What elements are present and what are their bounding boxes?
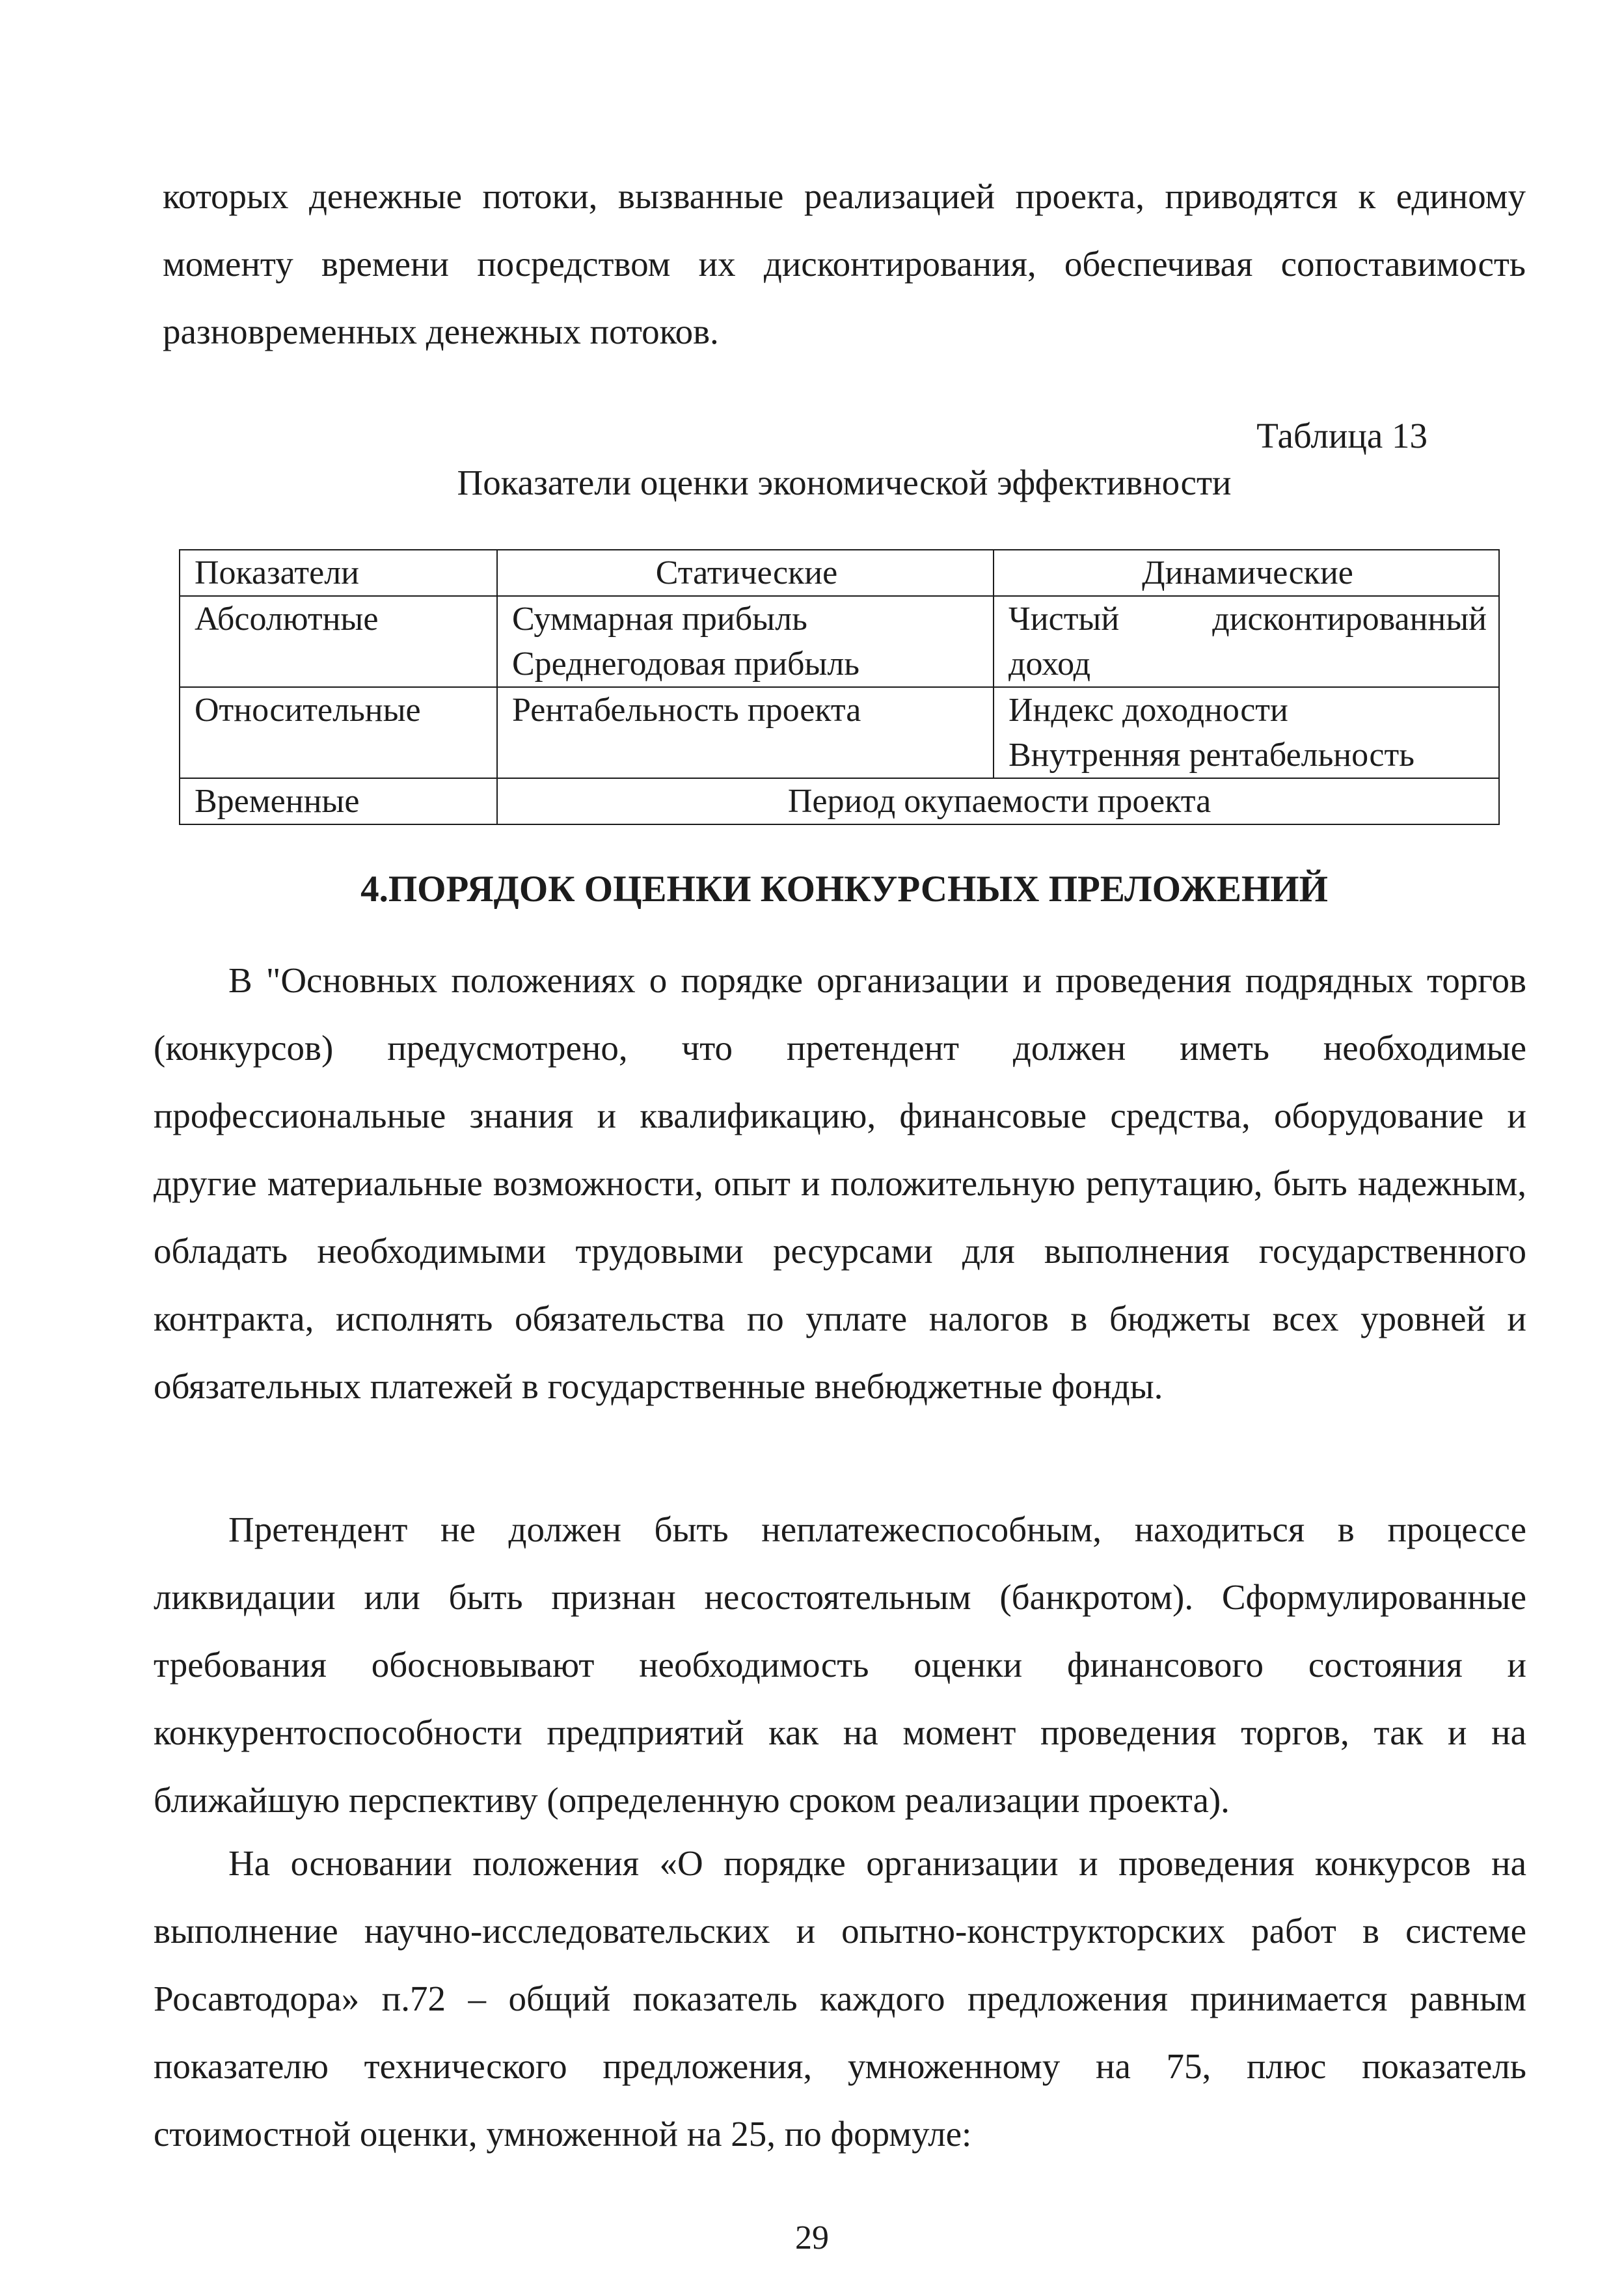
row-label: Абсолютные	[180, 596, 497, 687]
dynamic-cell	[994, 687, 1499, 778]
static-cell: Рентабельность проекта	[497, 687, 994, 778]
table-row	[180, 778, 1499, 824]
row-label: Временные	[180, 778, 497, 824]
table-row	[180, 687, 1499, 778]
header-cell-dynamic: Динамические	[994, 550, 1499, 596]
cell-line: Среднегодовая прибыль	[512, 645, 860, 683]
table-row	[180, 596, 1499, 687]
section-title: 4.ПОРЯДОК ОЦЕНКИ КОНКУРСНЫХ ПРЕЛОЖЕНИЙ	[360, 869, 1328, 910]
cell-line: Индекс доходности	[1008, 692, 1288, 729]
static-cell	[497, 596, 994, 687]
cell-line: Внутренняя рентабельность	[1008, 737, 1414, 774]
table-title: Показатели оценки экономической эффективности	[457, 463, 1232, 502]
page-number: 29	[795, 2219, 829, 2256]
merged-cell: Период окупаемости проекта	[497, 778, 1499, 824]
header-cell-static: Статические	[497, 550, 994, 596]
header-cell-indicators: Показатели	[180, 550, 497, 596]
cell-line: Суммарная прибыль	[512, 601, 807, 638]
body-paragraph: В "Основных положениях о порядке организации и проведения подрядных торгов (конкурсов) предусмотрено, что претендент должен иметь необходимые профессиональные знания и квалификацию, финансовые средства, оборудование и другие материальные возможности, опыт и положительную репутацию, быть надежным, обладать необходимыми трудовыми ресурсами для выполнения государственного контракта, исполнять обязательства по уплате налогов в бюджеты всех уровней и обязательных платежей в государственные внебюджетные фонды.	[154, 960, 1526, 1406]
intro-paragraph: которых денежные потоки, вызванные реализацией проекта, приводятся к единому моменту времени посредством их дисконтирования, обеспечивая сопоставимость разновременных денежных потоков.	[163, 176, 1526, 351]
body-paragraph: Претендент не должен быть неплатежеспособным, находиться в процессе ликвидации или быть признан несостоятельным (банкротом). Сформулированные требования обосновывают необходимость оценки финансового состояния и конкурентоспособности предприятий как на момент проведения торгов, так и на ближайшую перспективу (определенную сроком реализации проекта).	[154, 1510, 1526, 1820]
table-header-row	[180, 550, 1499, 596]
table-number: Таблица 13	[1256, 416, 1428, 455]
dynamic-cell: Чистый дисконтированный доход	[994, 596, 1499, 687]
body-paragraph: На основании положения «О порядке организации и проведения конкурсов на выполнение научно-исследовательских и опытно-конструкторских работ в системе Росавтодора» п.72 – общий показатель каждого предложения принимается равным показателю технического предложения, умноженному на 75, плюс показатель стоимостной оценки, умноженной на 25, по формуле:	[154, 1843, 1526, 2154]
row-label: Относительные	[180, 687, 497, 778]
metrics-table	[179, 549, 1500, 825]
